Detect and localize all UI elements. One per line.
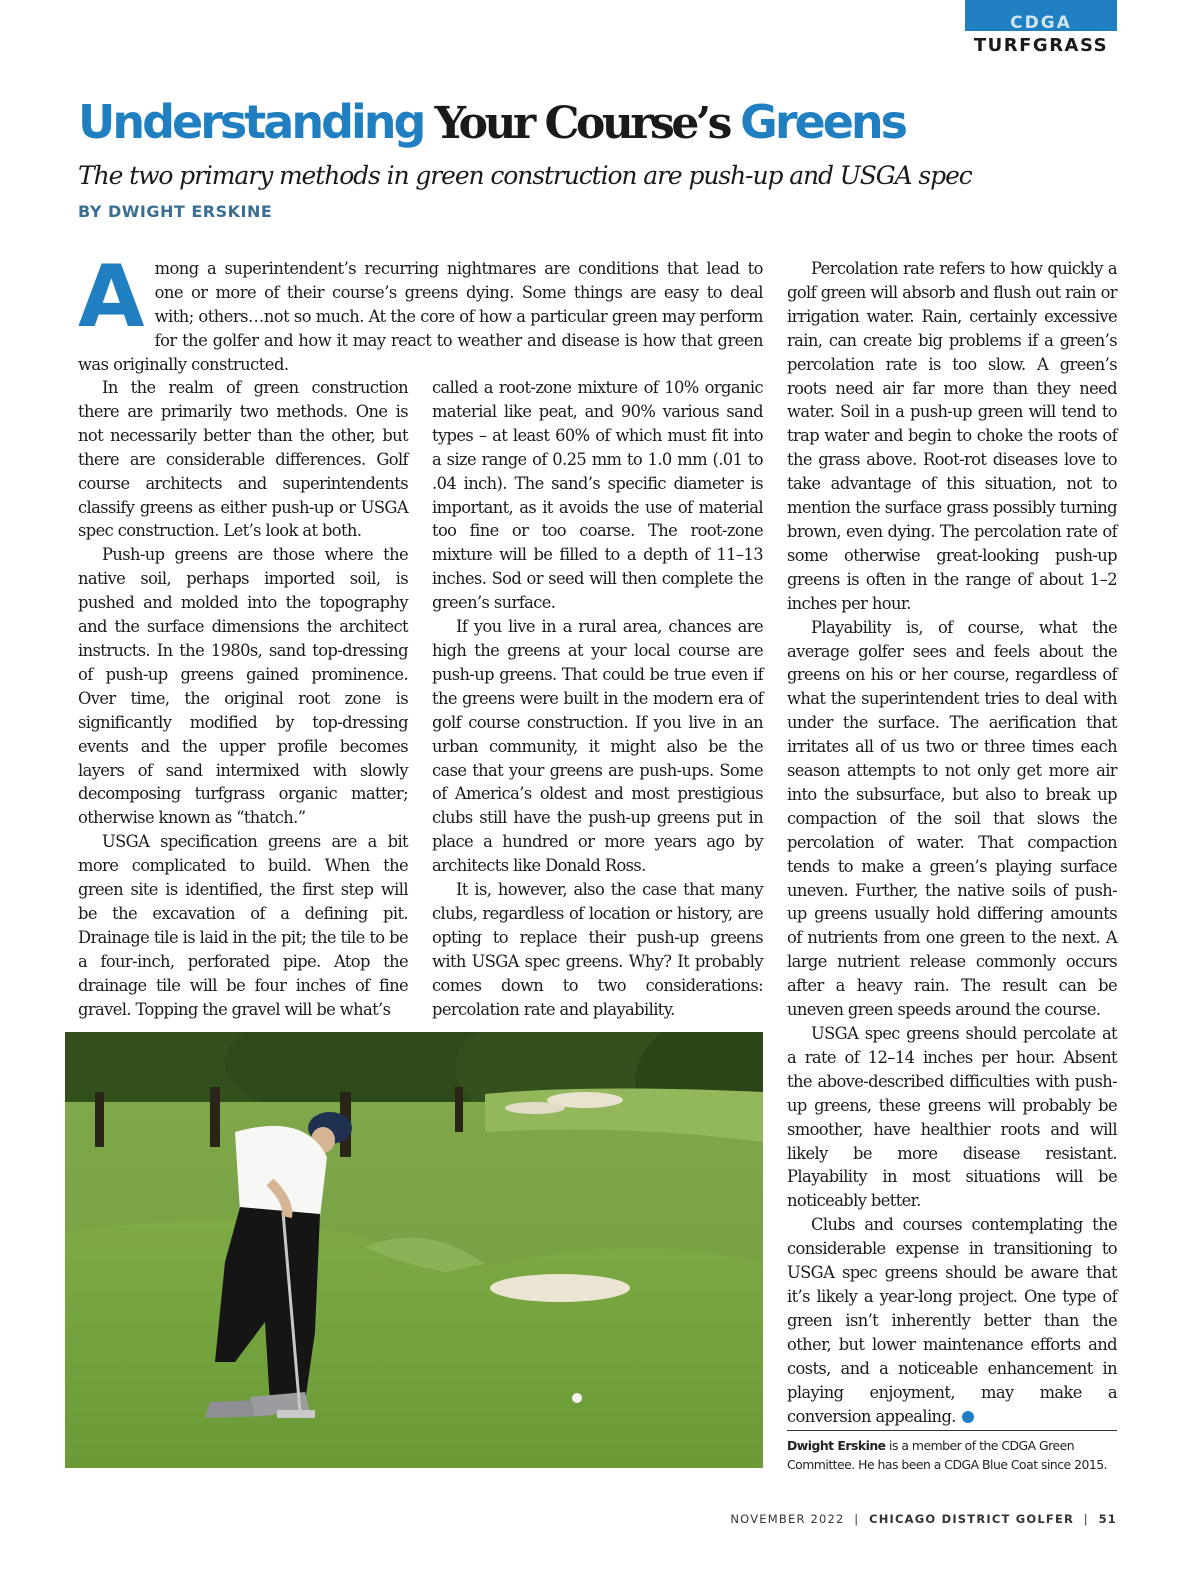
author-bio <box>787 1436 1122 1474</box>
paragraph: If you live in a rural area, chances are high the greens at your local course are push-up greens. That could be true even if the greens were built in the modern era of golf course construction. If you live in an urban community, it might also be the case that your greens are push-ups. Some of America’s oldest and most prestigious clubs still have the push-up greens put in place a hundred or more years ago by architects like Donald Ross. <box>432 617 763 876</box>
drop-cap: A <box>78 247 145 347</box>
headline-word-greens: Greens <box>740 95 906 149</box>
headline-word-understanding: Understanding <box>78 95 424 149</box>
headline-middle: Your Course’s <box>434 98 729 149</box>
paragraph: USGA spec greens should percolate at a rate of 12–14 inches per hour. Absent the above-described difficulties with push-up greens, these greens will probably be smoother, have healthier roots and will likely be more disease resistant. Playability in most situations will be noticeably better. <box>787 1024 1117 1211</box>
page-number: 51 <box>1098 1512 1117 1526</box>
headline <box>78 92 1158 157</box>
paragraph: Push-up greens are those where the native soil, perhaps imported soil, is pushed and molded into the topography and the surface dimensions the architect instructs. In the 1980s, sand top-dressing of push-up greens gained prominence. Over time, the original root zone is significantly modified by top-dressing events and the upper profile becomes layers of sand intermixed with slowly decomposing turfgrass organic matter; otherwise known as “thatch.” <box>78 545 408 828</box>
author-name: Dwight Erskine <box>787 1438 886 1453</box>
section-tag <box>965 0 1117 31</box>
paragraph: USGA specification greens are a bit more complicated to build. When the green site is identified, the first step will be the excavation of a defining pit. Drainage tile is laid in the pit; the tile to be a four-inch, perforated pipe. Atop the drainage tile will be four inches of fine gravel. Topping the gravel will be what’s <box>78 832 408 1019</box>
photo-illustration <box>65 1032 763 1468</box>
paragraph-text: Clubs and courses contemplating the considerable expense in transitioning to USGA spec greens should be aware that it’s likely a year-long project. One type of green isn’t inherently better than the other, but lower maintenance efforts and costs, and a noticeable enhancement in playing enjoyment, may make a conversion appealing. <box>787 1215 1117 1426</box>
end-mark-icon <box>962 1411 974 1423</box>
column-3 <box>787 257 1117 1428</box>
footer-separator: | <box>1078 1512 1094 1526</box>
deck-subtitle: The two primary methods in green construction are push-up and USGA spec <box>78 161 972 190</box>
bio-divider <box>787 1430 1117 1431</box>
intro-paragraph <box>78 247 763 377</box>
byline: BY DWIGHT ERSKINE <box>78 202 273 221</box>
section-label: TURFGRASS <box>973 35 1109 56</box>
footer-separator: | <box>849 1512 865 1526</box>
golfer-putting-photo <box>65 1032 763 1468</box>
paragraph: It is, however, also the case that many clubs, regardless of location or history, are opting to replace their push-up greens with USGA spec greens. Why? It probably comes down to two considerations: percolation rate and playability. <box>432 880 763 1019</box>
issue-date: NOVEMBER 2022 <box>730 1512 845 1526</box>
paragraph: In the realm of green construction there are primarily two methods. One is not necessarily better than the other, but there are considerable differences. Golf course architects and superintendents classify greens as either push-up or USGA spec construction. Let’s look at both. <box>78 378 408 541</box>
brand-label: CDGA <box>1010 13 1072 33</box>
author-bio-text: is a member of the CDGA Green Committee. He has been a CDGA Blue Coat since 2015. <box>787 1438 1108 1472</box>
paragraph-final <box>787 1213 1117 1428</box>
paragraph: Percolation rate refers to how quickly a golf green will absorb and flush out rain or irrigation water. Rain, certainly excessive rain, can create big problems if a green’s percolation rate is too slow. A green’s roots need air far more than they need water. Soil in a push-up green will tend to trap water and begin to choke the roots of the grass above. Root-rot diseases love to take advantage of this situation, not to mention the surface grass possibly turning brown, even dying. The percolation rate of some otherwise great-looking push-up greens is often in the range of about 1–2 inches per hour. <box>787 259 1117 613</box>
paragraph: called a root-zone mixture of 10% organic material like peat, and 90% various sand types – at least 60% of which must fit into a size range of 0.25 mm to 1.0 mm (.01 to .04 inch). The sand’s specific diameter is important, as it avoids the use of material too fine or too coarse. The root-zone mixture will be filled to a depth of 11–13 inches. Sod or seed will then complete the green’s surface. <box>432 378 763 613</box>
column-2 <box>432 376 763 1021</box>
intro-text: mong a superintendent’s recurring nightmares are conditions that lead to one or more of their course’s greens dying. Some things are easy to deal with; others…not so much. At the core of how a particular green may perform for the golfer and how it may react to weather and disease is how that green was originally constructed. <box>78 259 763 374</box>
page-footer <box>700 1512 1117 1526</box>
column-1 <box>78 376 408 1021</box>
paragraph: Playability is, of course, what the average golfer sees and feels about the greens on his or her course, regardless of what the superintendent tries to deal with under the surface. The aerification that irritates all of us two or three times each season attempts to not only get more air into the subsurface, but also to break up compaction of the soil that slows the percolation of water. That compaction tends to make a green’s playing surface uneven. Further, the native soils of push-up greens usually hold differing amounts of nutrients from one green to the next. A large nutrient release commonly occurs after a heavy rain. The result can be uneven green speeds around the course. <box>787 617 1117 1020</box>
magazine-name: CHICAGO DISTRICT GOLFER <box>869 1512 1075 1526</box>
